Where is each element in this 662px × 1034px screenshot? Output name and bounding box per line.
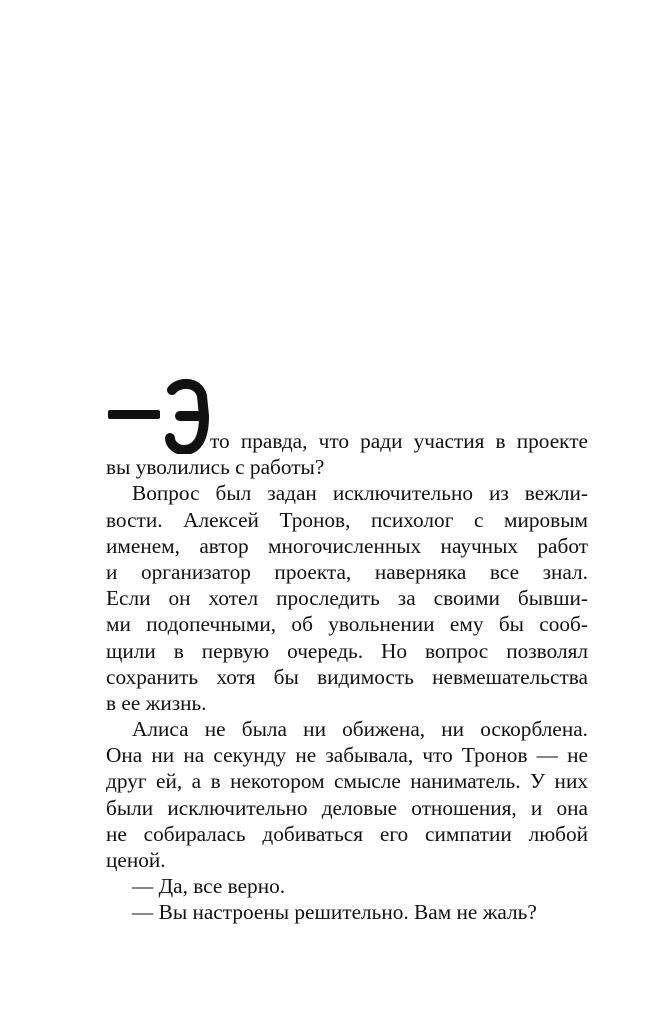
- text-line: Если он хотел проследить за своими бывши-: [106, 586, 588, 611]
- text-line: Алиса не была ни обижена, ни оскорблена.: [132, 717, 588, 742]
- text-line: вы уволились с работы?: [106, 455, 325, 480]
- text-line: вости. Алексей Тронов, психолог с мировым: [106, 507, 588, 532]
- text-line: Она ни на секунду не забывала, что Тронов — не: [106, 743, 588, 768]
- text-line: щили в первую очередь. Но вопрос позволял: [106, 638, 588, 663]
- text-line: не собиралась добиваться его симпатии любой: [106, 821, 588, 846]
- text-line: Вопрос был задан исключительно из вежли-: [132, 481, 588, 506]
- text-line: были исключительно деловые отношения, и она: [106, 795, 588, 820]
- text-line: именем, автор многочисленных научных работ: [106, 533, 588, 558]
- text-line: ми подопечными, об увольнении ему бы сооб-: [106, 612, 588, 637]
- text-line: ценой.: [106, 848, 166, 872]
- text-line: — Да, все верно.: [132, 874, 286, 899]
- text-line: и организатор проекта, наверняка все знал.: [106, 559, 588, 584]
- body-text: [106, 428, 588, 926]
- text-line: сохранить хотя бы видимость невмешательства: [106, 664, 588, 689]
- text-line: друг ей, а в некотором смысле наниматель. У них: [106, 769, 588, 794]
- dropcap-dash: [108, 410, 160, 419]
- text-line: — Вы настроены решительно. Вам не жаль?: [132, 900, 537, 925]
- text-line: то правда, что ради участия в проекте: [210, 429, 588, 453]
- text-line: в ее жизнь.: [106, 690, 207, 715]
